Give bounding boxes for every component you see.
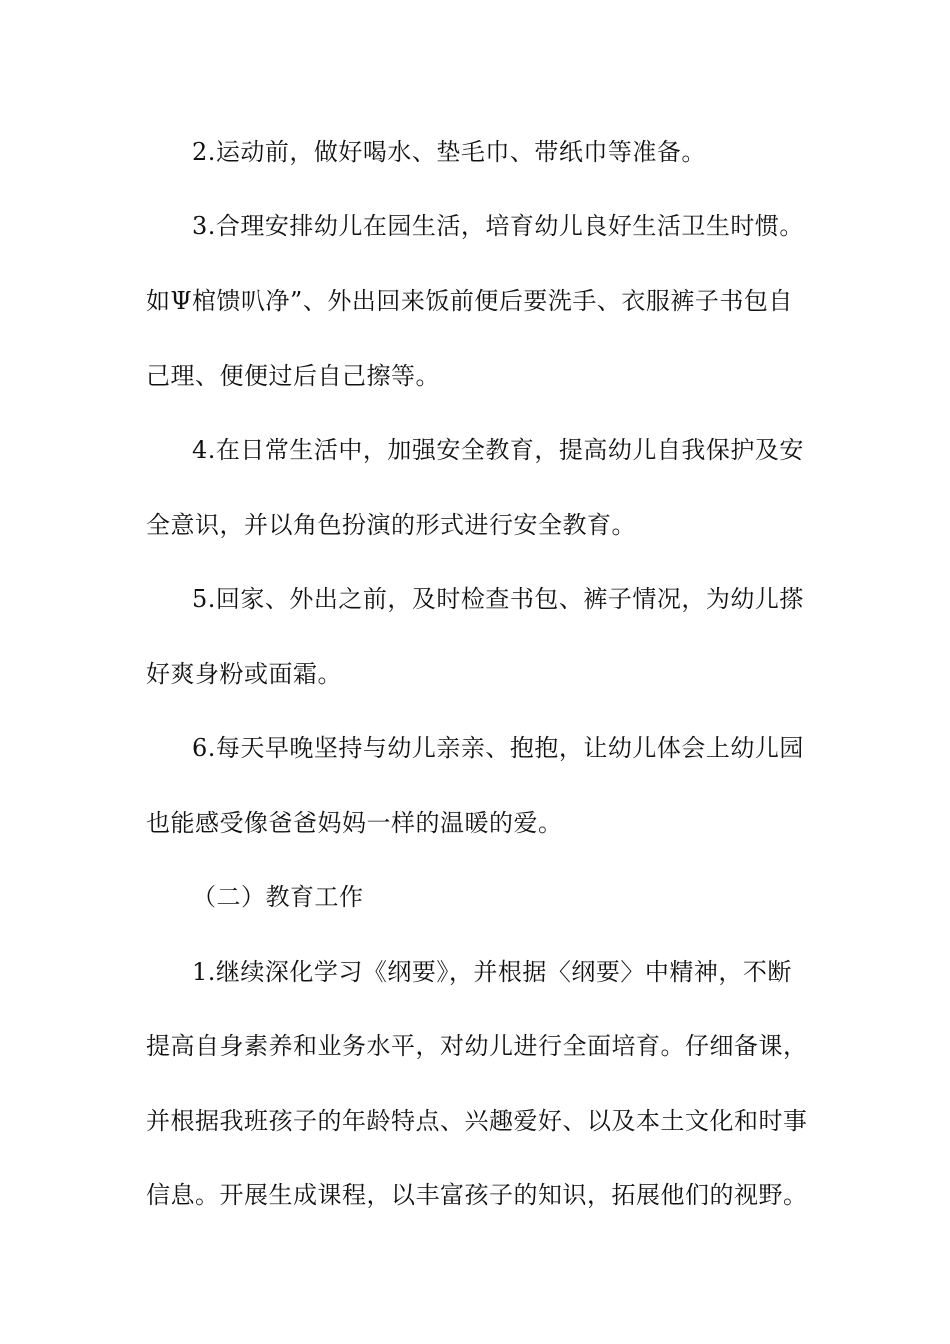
- paragraph-line: 也能感受像爸爸妈妈一样的温暖的爱。: [146, 809, 563, 837]
- paragraph-line: 信息。开展生成课程，以丰富孩子的知识，拓展他们的视野。: [146, 1181, 808, 1209]
- section-heading: （二）教育工作: [192, 883, 364, 911]
- paragraph-line: 并根据我班孩子的年龄特点、兴趣爱好、以及本土文化和时事: [146, 1107, 808, 1135]
- paragraph-line: 6.每天早晚坚持与幼儿亲亲、抱抱，让幼儿体会上幼儿园: [192, 734, 804, 762]
- paragraph-line: 4.在日常生活中，加强安全教育，提高幼儿自我保护及安: [192, 436, 804, 464]
- paragraph-line: 提高自身素养和业务水平，对幼儿进行全面培育。仔细备课，: [146, 1032, 808, 1060]
- paragraph-line: 1.继续深化学习《纲要》，并根据〈纲要〉中精神，不断: [192, 958, 792, 986]
- paragraph-line: 如Ψ棺馈叭净”、外出回来饭前便后要洗手、衣服裤子书包自: [146, 287, 793, 315]
- paragraph-line: 己理、便便过后自己擦等。: [146, 362, 440, 390]
- paragraph-line: 好爽身粉或面霜。: [146, 660, 342, 688]
- paragraph-line: 3.合理安排幼儿在园生活，培育幼儿良好生活卫生时惯。: [192, 212, 804, 240]
- paragraph-line: 2.运动前，做好喝水、垫毛巾、带纸巾等准备。: [192, 138, 706, 166]
- paragraph-line: 5.回家、外出之前，及时检查书包、裤子情况，为幼儿搽: [192, 585, 804, 613]
- paragraph-line: 全意识，并以角色扮演的形式进行安全教育。: [146, 511, 636, 539]
